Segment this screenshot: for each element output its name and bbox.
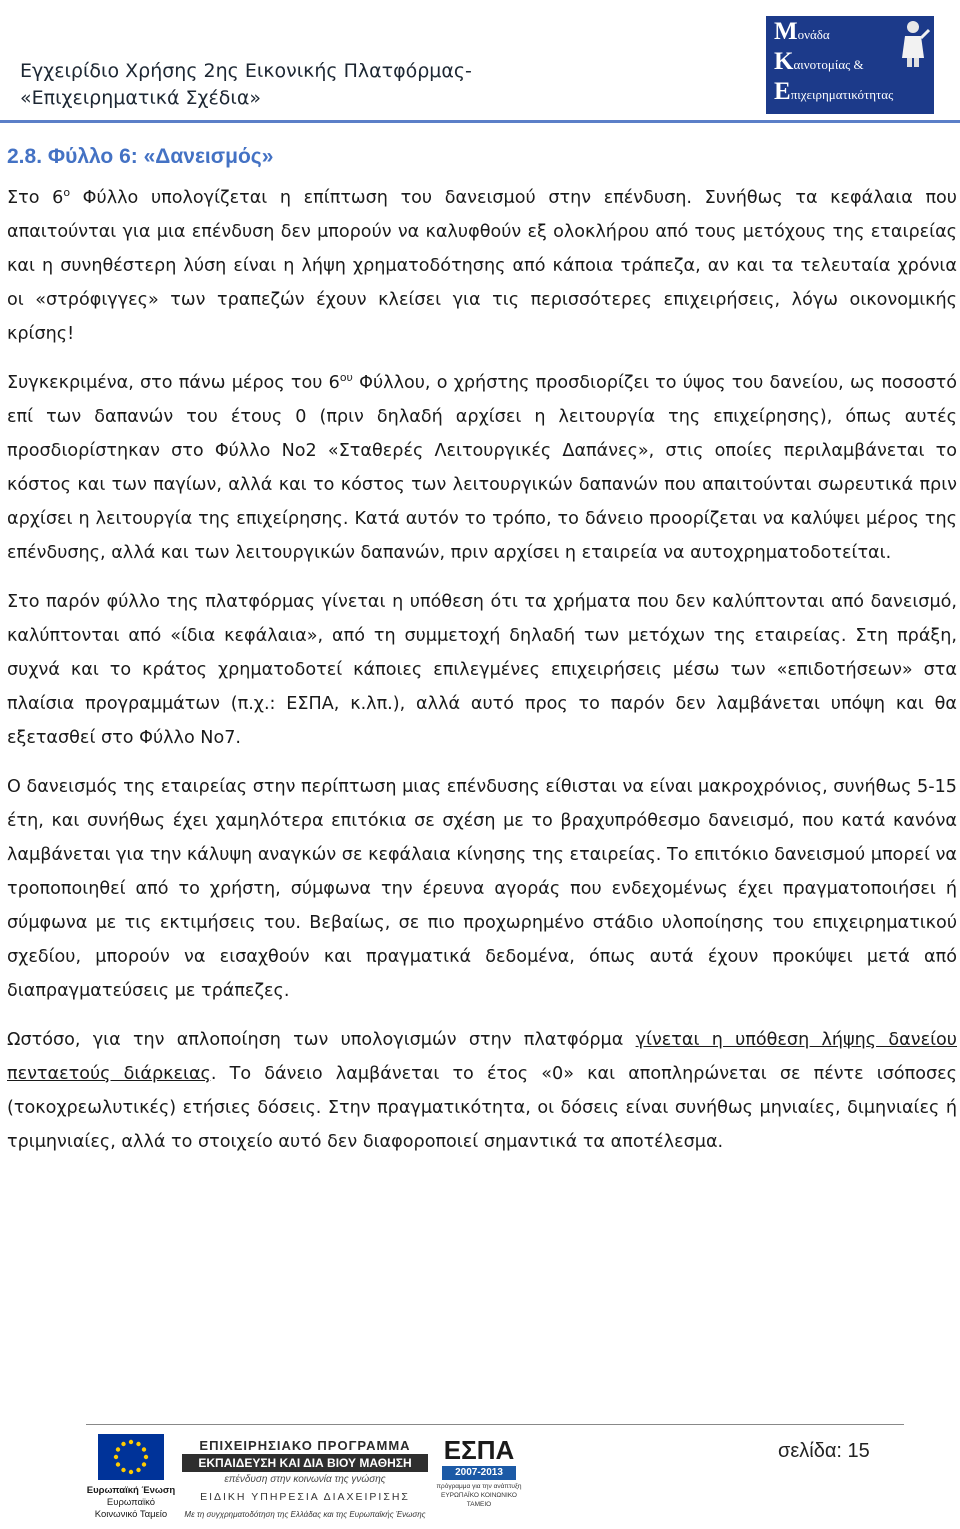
eu-label-line1: Ευρωπαϊκή Ένωση	[86, 1485, 176, 1496]
espa-subtitle-2: ΕΥΡΩΠΑΪΚΟ ΚΟΙΝΩΝΙΚΟ ΤΑΜΕΙΟ	[441, 1492, 517, 1508]
paragraph-2: Συγκεκριμένα, στο πάνω μέρος του $6^{o\upsilon}$ Φύλλου, ο χρήστης προσδιορίζει το ύψος του δανείου, ως ποσοστό επί των δαπανών του έτους 0 (πριν δηλαδή αρχίσει η λειτουργία της επιχείρησης), όπως αυτές προσδιορίστηκαν στο Φύλλο Νο2 «Σταθερές Λειτουργικές Δαπάνες», στις οποίες περιλαμβάνεται το κόστος και των παγίων, αλλά και το κόστος των λειτουργικών δαπανών που απαιτούνται σωρευτικά πριν αρχίσει η λειτουργία της επιχείρησης. Κατά αυτόν το τρόπο, το δάνειο προορίζεται να καλύψει μέρος της επένδυσης, αλλά και των λειτουργικών δαπανών, πριν αρχίσει η εταιρεία να αυτοχρηματοδοτείται.	[7, 371, 957, 563]
paragraph-4: Ο δανεισμός της εταιρείας στην περίπτωση μιας επένδυσης είθισται να είναι μακροχρόνιος, συνήθως 5-15 έτη, και συνήθως έχει χαμηλότερα επιτόκια σε σχέση με το βραχυπρόθεσμο δανεισμό, που κατά κανόνα λαμβάνεται για την κάλυψη αναγκών σε κεφάλαια κίνησης της εταιρείας. Το επιτόκιο δανεισμού μπορεί να τροποποιηθεί από το χρήστη, σύμφωνα την έρευνα αγοράς που ενδεχομένως έχει πραγματοποιήσει ή σύμφωνα με τις εκτιμήσεις του. Βεβαίως, σε πιο προχωρημένο στάδιο υλοποίησης του επιχειρηματικού σχεδίου, μπορούν να εισαχθούν και πραγματικά δεδομένα, όπως αυτά έχουν προκύψει μετά από διαπραγματεύσεις με τράπεζες.	[7, 777, 957, 1001]
eu-logo	[86, 1432, 176, 1522]
logo-text-line2: αινοτομίας &	[793, 57, 864, 72]
footer-divider	[86, 1424, 904, 1425]
underlined-assumption: γίνεται η υπόθεση λήψης δανείου πενταετούς διάρκειας	[7, 1030, 957, 1084]
eu-stars-icon	[98, 1434, 164, 1480]
program-logo	[182, 1434, 428, 1526]
paragraph-3: Στο παρόν φύλλο της πλατφόρμας γίνεται η υπόθεση ότι τα χρήματα που δεν καλύπτονται από δανεισμό, καλύπτονται από «ίδια κεφάλαια», από τη συμμετοχή δηλαδή των μετόχων της εταιρείας. Στη πράξη, συχνά και το κράτος χρηματοδοτεί κάποιες επιλεγμένες επιχειρήσεις μέσω των «επιδοτήσεων» στα πλαίσια προγραμμάτων (π.χ.: ΕΣΠΑ, κ.λπ.), αλλά αυτό προς το παρόν δεν λαμβάνεται υπόψη και θα εξετασθεί στο Φύλλο Νο7.	[7, 592, 957, 748]
header-title-line1: Εγχειρίδιο Χρήσης 2ης Εικονικής Πλατφόρμας-	[20, 60, 472, 82]
page-number: σελίδα: 15	[778, 1440, 870, 1462]
espa-years: 2007-2013	[442, 1466, 516, 1480]
logo-text-line1: ονάδα	[797, 27, 830, 42]
eu-flag-icon	[98, 1434, 164, 1480]
program-line2: ΕΚΠΑΙΔΕΥΣΗ ΚΑΙ ΔΙΑ ΒΙΟΥ ΜΑΘΗΣΗ	[182, 1454, 428, 1472]
program-line3: επένδυση στην κοινωνία της γνώσης	[224, 1474, 386, 1485]
espa-title: ΕΣΠΑ	[443, 1435, 515, 1465]
eu-label-line2: Ευρωπαϊκό Κοινωνικό Ταμείο	[94, 1497, 168, 1520]
section-heading: 2.8. Φύλλο 6: «Δανεισμός»	[7, 145, 274, 168]
paragraph-5: Ωστόσο, για την απλοποίηση των υπολογισμών στην πλατφόρμα γίνεται η υπόθεση λήψης δανείου πενταετούς διάρκειας. Το δάνειο λαμβάνεται το έτος «0» και αποπληρώνεται σε πέντε ισόποσες (τοκοχρεωλυτικές) ετήσιες δόσεις. Στην πραγματικότητα, οι δόσεις είναι συνήθως μηνιαίες, διμηνιαίες ή τριμηνιαίες, αλλά το στοιχείο αυτό δεν διαφοροποιεί σημαντικά τα αποτέλεσμα.	[7, 1030, 957, 1152]
logo-letter-k: K	[774, 48, 794, 75]
logo-text-line3: πιχειρηματικότητας	[790, 87, 894, 102]
program-line5: Με τη συγχρηματοδότηση της Ελλάδας και της Ευρωπαϊκής Ένωσης	[184, 1510, 426, 1519]
espa-logo	[436, 1436, 522, 1522]
program-line1: ΕΠΙΧΕΙΡΗΣΙΑΚΟ ΠΡΟΓΡΑΜΜΑ	[199, 1438, 411, 1453]
paragraph-1: Στο $6^o$ Φύλλο υπολογίζεται η επίπτωση του δανεισμού στην επένδυση. Συνήθως τα κεφάλαια που απαιτούνται για μια επένδυση δεν μπορούν να καλυφθούν εξ ολοκλήρου από τους μετόχους της εταιρείας και η συνηθέστερη λύση είναι η λήψη χρηματοδότησης από κάποια τράπεζα, αν και τα τελευταία χρόνια οι «στρόφιγγες» των τραπεζών έχουν κλείσει για τις περισσότερες επιχειρήσεις, λόγω οικονομικής κρίσης!	[7, 186, 957, 344]
logo-figure-icon	[896, 18, 930, 68]
header-divider	[0, 120, 960, 123]
header-title-line2: «Επιχειρηματικά Σχέδια»	[20, 87, 261, 109]
logo-letter-e: E	[774, 78, 791, 105]
logo-letter-m: M	[774, 18, 798, 45]
document-body	[7, 143, 957, 1174]
document-header-title	[20, 58, 580, 112]
monada-logo	[766, 16, 934, 114]
program-line4: ΕΙΔΙΚΗ ΥΠΗΡΕΣΙΑ ΔΙΑΧΕΙΡΙΣΗΣ	[200, 1491, 410, 1503]
espa-subtitle-1: πρόγραμμα για την ανάπτυξη	[436, 1483, 522, 1490]
